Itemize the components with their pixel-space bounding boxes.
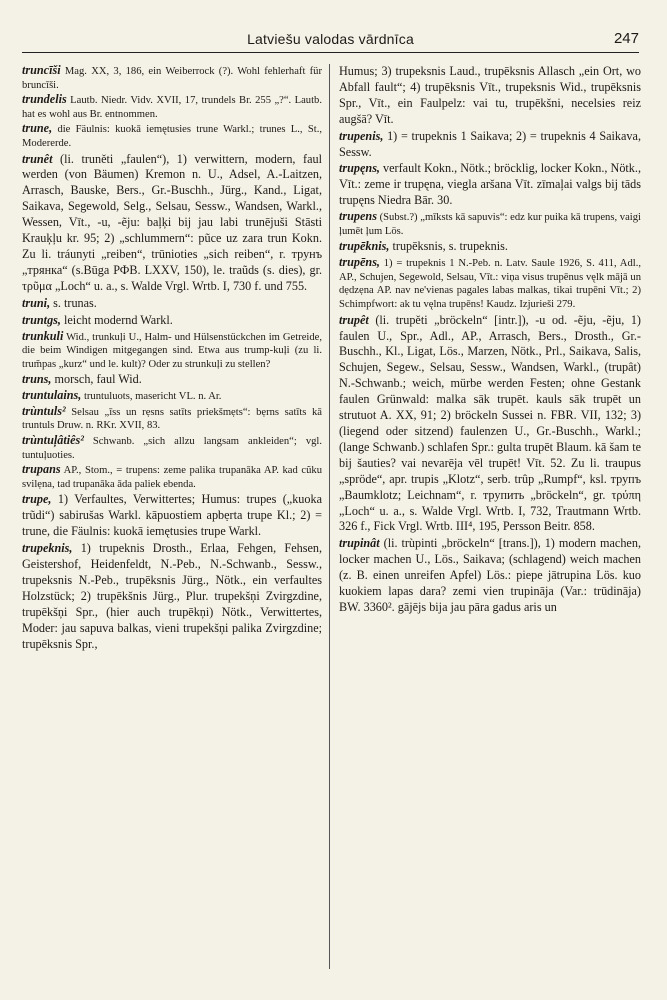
entry-text: 1) Verfaultes, Verwittertes; Humus: trupes („kuoka trũdi“) sabirušas Warkl. kāpuostiem apbẹrta trupe Kl.; 2) = trune, die Fäulnis: kuokā iemętusies trupe Warkl.: [22, 492, 322, 539]
entry-text: trupēksnis, s. trupeknis.: [389, 239, 508, 254]
headword: trupēns,: [339, 255, 380, 270]
dictionary-entry: [22, 463, 322, 491]
dictionary-entry: [339, 129, 641, 161]
entry-text: truntuluots, masericht VL. n. Ar.: [81, 391, 222, 403]
entry-text: AP., Stom., = trupens: zeme palika trupanāka AP. kad cũku svilẹna, tad trupanāka āda paliek ebenda.: [22, 465, 322, 490]
dictionary-entry: [339, 536, 641, 616]
page-header: [22, 30, 639, 53]
headword: trune,: [22, 121, 53, 136]
dictionary-entry: [22, 330, 322, 372]
headword: trupeknis,: [22, 541, 73, 556]
entry-text: Mag. XX, 3, 186, ein Weiberrock (?). Wohl fehlerhaft für bruncīši.: [22, 66, 322, 91]
entry-text: Wid., trunkuļi U., Halm- und Hülsenstückchen im Getreide, die beim Windigen mitgegangen sind. Etwa aus trump-kuļi (zu li. trum̃pas „kurz“ und le. kult)? Oder zu strunkuļi zu stellen?: [22, 331, 322, 370]
entry-text: 1) trupeknis Drosth., Erlaa, Fehgen, Fehsen, Geistershof, Heidenfeldt, N.-Peb., N.-Schwanb., Sessw., trupeksnis N.-Peb., trupēksnis Jürg., Nötk., ein verfaultes Holzstück; 2) trupēkšnis Jürg., Plur. trupekšņi Zvirgzdine, trupēkšņi Spr., (hier auch trupēkņi) Nötk., Verwittertes, Moder: jau sapuva balkas, vieni trupekšņi palika Zvirgzdine; trupēksnis Spr.,: [22, 541, 322, 651]
running-title: Latviešu valodas vārdnīca: [247, 31, 414, 47]
dictionary-entry: [22, 313, 322, 329]
headword: trùntuļâtiês²: [22, 433, 84, 447]
dictionary-entry: [339, 256, 641, 311]
headword: trupenis,: [339, 128, 384, 143]
entry-text: (li. trupěti „bröckeln“ [intr.]), -u od. -ẽju, -ẽju, 1) faulen U., Spr., Adl., AP., Arrasch, Bers., Drosth., Gr.-Buschh., Kl., Ligat, Lös., Marzen, Nötk., Prl., Saikava, Salis, Schujen, Segew., Selsau, Sessw., Wandsen, Warkl., (trupât) N.-Schwanb.; weich, mürbe werden Festen; ohne Gestank faulen Grünwald: malka sāk trupēt. kauls sāk trupēt un strutuot A. XX, 91; 2) bröckeln Sussei n. FBR. VII, 132; 3) (liegend oder sitzend) faulenzen U., Gr.-Buschh., Warkl.; (lange Schwanb.) schlafen Spr.: gulta trupēt Blaum. kā šam te bij šauties? vai nevarēja vēl trupēt! Vīt. 52. Zu li. traupus „spröde“, apr. trupis „Klotz“, serb. trûp „Rumpf“, ksl. трупъ „Baumklotz; Leichnam“, r. трупить „bröckeln“, gr. τρύπη „Loch“ u. a., s. Walde Vrgl. Wrtb. I, 732, Trautmann Wrtb. 326 f., Fick Vrgl. Wrtb. III⁴, 195, Persson Beitr. 858.: [339, 312, 641, 534]
right-column: [339, 64, 641, 617]
headword: truncīši: [22, 63, 61, 77]
headword: trupe,: [22, 492, 52, 507]
entry-text: Lautb. Niedr. Vidv. XVII, 17, trundels Br. 255 „?“. Lautb. hat es wohl aus Br. entnommen.: [22, 95, 322, 120]
entry-text: leicht modernd Warkl.: [60, 312, 173, 327]
headword: trupens: [339, 209, 377, 224]
headword: truni,: [22, 295, 51, 310]
dictionary-entry: [339, 313, 641, 536]
headword: truntulains,: [22, 388, 82, 403]
headword: trùntuls²: [22, 403, 66, 418]
dictionary-entry: [22, 122, 322, 150]
headword: trupans: [22, 462, 61, 477]
dictionary-entry: [339, 210, 641, 238]
entry-text: 1) = trupeknis 1 N.-Peb. n. Latv. Saule 1926, S. 411, Adl., AP., Schujen, Segewold, Selsau, Vīt.: viņa visus trupēnus vęlk mājā un dẹdzẹna AP. nav ne'vienas pagales labas malkas, tikai trupēni Vīt.; 2) Schimpfwort: ak tu vęlna trupēns! Kaudz. Izjurieši 279.: [339, 258, 641, 311]
headword: trupêt: [339, 312, 369, 327]
dictionary-entry: [22, 389, 322, 404]
entry-text: 1) = trupeknis 1 Saikava; 2) = trupeknis 4 Saikava, Sessw.: [339, 128, 641, 159]
headword: trupęns,: [339, 161, 380, 176]
headword: trunêt: [22, 151, 53, 166]
entry-text: s. trunas.: [50, 295, 97, 310]
dictionary-entry: [22, 434, 322, 462]
dictionary-entry: [22, 64, 322, 92]
entry-text: Selsau „īss un rẹsns satīts priekšmẹts“: bẹrns satīts kā truntuls Druw. n. RKr. XVII, 83.: [22, 406, 322, 432]
dictionary-entry: [22, 405, 322, 433]
dictionary-entry: [339, 239, 641, 255]
column-divider: [329, 64, 330, 969]
page-number: 247: [613, 30, 639, 47]
entry-text: (li. trùpinti „bröckeln“ [trans.]), 1) modern machen, locker machen U., Lös., Saikava; (schlagend) weich machen (z. B. einen unreifen Apfel) Lös.: piepe jātrupina Lös. kuo kuokiem lapas dara? zemi vien trupināja (Var.: trūdināja) BW. 3360². gājējs bija jau pāra gadus aris un: [339, 536, 641, 614]
headword: trupinât: [339, 536, 380, 551]
dictionary-entry: [22, 93, 322, 121]
headword: truntgs,: [22, 312, 61, 327]
dictionary-entry: [22, 541, 322, 652]
dictionary-entry: [339, 161, 641, 209]
dictionary-entry: [22, 296, 322, 312]
entry-text: verfault Kokn., Nötk.; bröcklig, locker Kokn., Nötk., Vīt.: zeme ir trupęna, viegla aršana Vīt. zīmaļai valgs bij tāds trupęns Niedra Bār. 30.: [339, 161, 641, 208]
headword: truns,: [22, 372, 52, 387]
dictionary-entry: [339, 64, 641, 128]
left-column: [22, 64, 322, 653]
entry-text: morsch, faul Wid.: [51, 372, 142, 387]
dictionary-entry: [22, 152, 322, 295]
entry-text: Schwanb. „sich allzu langsam ankleiden“; vgl. tuntuļuoties.: [22, 436, 322, 461]
entry-text: (Subst.?) „mīksts kā sapuvis“: edz kur puika kā trupens, vaigi ļumēt ļum Lös.: [339, 212, 641, 237]
entry-text: die Fäulnis: kuokā iemętusies trune Warkl.; trunes L., St., Modererde.: [22, 124, 322, 149]
entry-text: Humus; 3) trupeksnis Laud., trupēksnis Allasch „ein Ort, wo Abfall fault“; 4) trupēksnis Vīt., trupeksnis Wid., trupēksnis Spr., Vīt., ein Faulpelz: vai tu, trupēkšni, necelsies reiz augšā? Vīt.: [339, 64, 641, 126]
dictionary-entry: [22, 372, 322, 388]
dictionary-entry: [22, 492, 322, 540]
headword: trupēknis,: [339, 239, 390, 254]
headword: trundelis: [22, 92, 67, 107]
headword: trunkuli: [22, 328, 64, 343]
entry-text: (li. truněti „faulen“), 1) verwittern, modern, faul werden (von Bäumen) Kremon n. U., Adsel, A.-Laitzen, Arrasch, Bauske, Bers., Gr.-Buschh., Jürg., Kand., Ligat, Saikava, Segewold, Selg., Selsau, Sessw., Wandsen, Warkl., Wessen, Vīt., -u, -ẽju: baļķi bij jau labi trunējuši Stāsti Krauķļu kr. 95; 2) „schlummern“: pũce uz zara trun Kokn. Zu li. tráunyti „reiben“, trūnioties „sich reiben“, r. трунъ „трянка“ (s.Būga РФВ. LXXV, 150), le. traũds (s. dies), gr. τρῦμα „Loch“ u. a., s. Walde Vrgl. Wrtb. I, 730 f. und 755.: [22, 151, 322, 293]
